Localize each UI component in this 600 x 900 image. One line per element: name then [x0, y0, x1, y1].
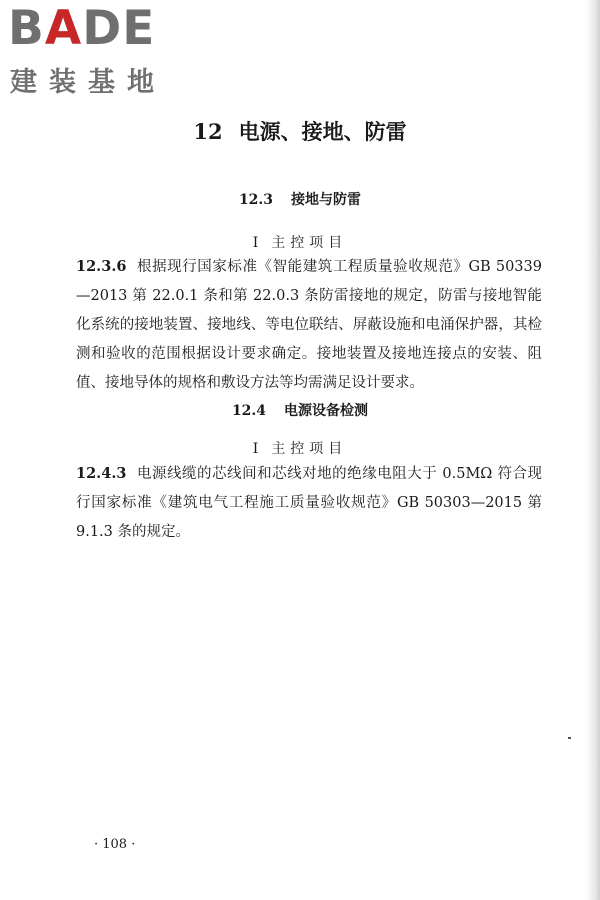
subheading-roman: Ⅰ — [252, 235, 264, 251]
clause-number: 12.4.3 — [76, 465, 127, 482]
subheading-roman: Ⅰ — [252, 441, 264, 457]
subheading-text: 主控项目 — [271, 235, 348, 251]
clause-text: 电源线缆的芯线间和芯线对地的绝缘电阻大于 0.5MΩ 符合现行国家标准《建筑电气工程施工质量验收规范》GB 50303—2015 第 9.1.3 条的规定。 — [76, 466, 542, 540]
subheading-main-control-items — [0, 232, 600, 252]
section-title: 电源设备检测 — [284, 403, 369, 419]
section-title: 接地与防雷 — [291, 192, 362, 208]
chapter-number: 12 — [193, 119, 223, 144]
logo-accent-letter: A — [44, 1, 83, 56]
clause-12-3-6 — [76, 252, 542, 398]
scan-speck — [568, 737, 571, 739]
logo-subtitle: 建装基地 — [10, 67, 166, 98]
logo-wordmark: BADE — [8, 1, 156, 56]
section-heading-12-3 — [0, 189, 600, 209]
chapter-heading — [0, 116, 600, 146]
section-number: 12.4 — [231, 403, 267, 419]
section-number: 12.3 — [238, 192, 274, 208]
clause-12-4-3 — [76, 459, 542, 547]
section-heading-12-4 — [0, 400, 600, 420]
clause-number: 12.3.6 — [76, 258, 127, 275]
subheading-text: 主控项目 — [271, 441, 348, 457]
page-number: · 108 · — [94, 837, 136, 852]
chapter-title: 电源、接地、防雷 — [238, 119, 407, 144]
watermark-logo — [8, 1, 178, 98]
clause-text: 根据现行国家标准《智能建筑工程质量验收规范》GB 50339—2013 第 22.0.1 条和第 22.0.3 条防雷接地的规定，防雷与接地智能化系统的接地装置、接地线、等电位联结、屏蔽设施和电涌保护器，其检测和验收的范围根据设计要求确定。接地装置及接地连接点的安装、阻值、接地导体的规格和敷设方法等均需满足设计要求。 — [76, 259, 542, 391]
subheading-main-control-items — [0, 438, 600, 458]
